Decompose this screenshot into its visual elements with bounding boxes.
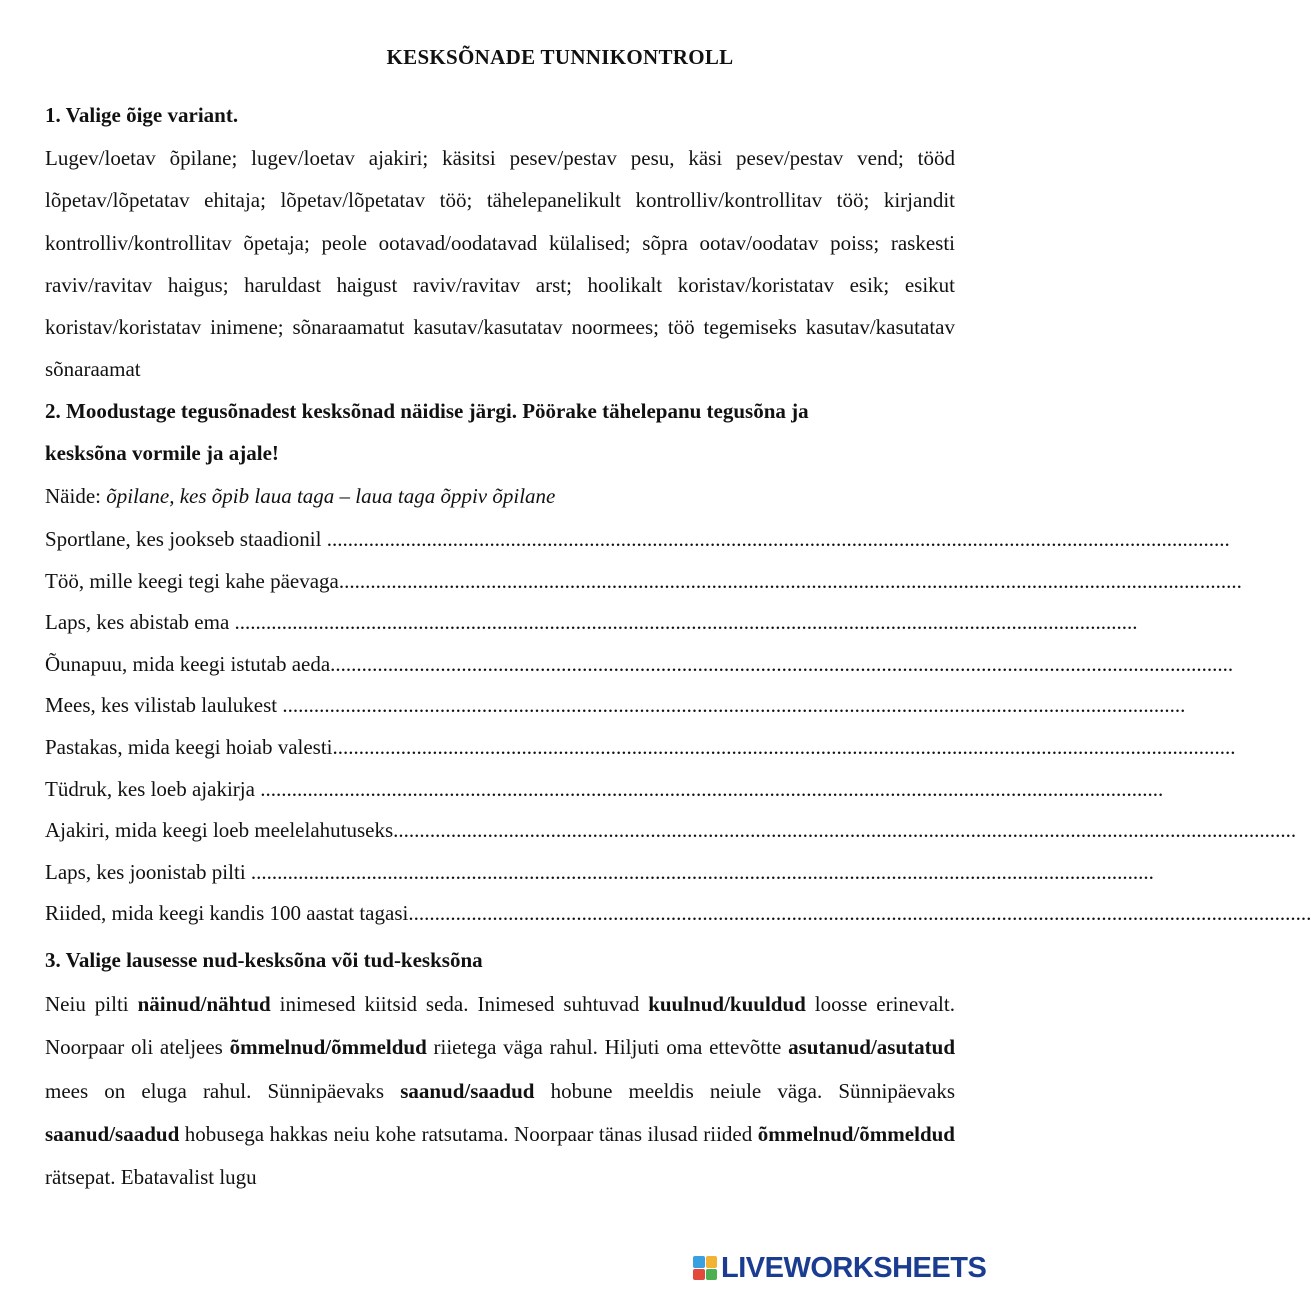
section1-heading: 1. Valige õige variant. xyxy=(45,103,239,127)
exercise-prompt: Pastakas, mida keegi hoiab valesti xyxy=(45,735,333,759)
exercise-item xyxy=(45,735,1236,765)
section2-example xyxy=(45,484,555,509)
answer-blank[interactable]: ............................................................................................................................................................................ xyxy=(408,901,1311,926)
exercise-prompt: Mees, kes vilistab laulukest xyxy=(45,693,283,718)
example-text: õpilane, kes õpib laua taga – laua taga õppiv õpilane xyxy=(106,484,556,508)
sentence-text: Neiu pilti xyxy=(45,992,138,1016)
logo-mark-square xyxy=(706,1256,718,1268)
exercise-prompt: Laps, kes abistab ema xyxy=(45,610,235,635)
exercise-item xyxy=(45,901,1311,931)
logo-mark-square xyxy=(693,1269,705,1281)
answer-blank[interactable]: ............................................................................................................................................................................ xyxy=(234,610,1138,635)
exercise-item xyxy=(45,527,1230,557)
liveworksheets-logo xyxy=(693,1251,987,1284)
exercise-prompt: Töö, mille keegi tegi kahe päevaga xyxy=(45,568,339,593)
sentence-text: hobune meeldis neiule väga. Sünnipäevaks xyxy=(534,1078,955,1103)
page-title: KESKSÕNADE TUNNIKONTROLL xyxy=(386,45,734,69)
logo-mark-square xyxy=(693,1256,705,1268)
choice-option: õmmelnud/õmmeldud xyxy=(757,1121,955,1146)
exercise-item xyxy=(45,693,1186,723)
exercise-prompt: Riided, mida keegi kandis 100 aastat tagasi xyxy=(45,901,409,926)
exercise-prompt: Sportlane, kes jookseb staadionil xyxy=(45,527,327,551)
choice-option: asutanud/asutatud xyxy=(788,1035,956,1060)
sentence-text: rätsepat. Ebatavalist lugu xyxy=(45,1165,257,1190)
exercise-item xyxy=(45,651,1234,682)
answer-blank[interactable]: ............................................................................................................................................................................ xyxy=(282,693,1186,718)
sentence-text: mees on eluga rahul. Sünnipäevaks xyxy=(45,1078,401,1103)
answer-blank[interactable]: ............................................................................................................................................................................ xyxy=(332,735,1236,759)
sentence-text: riietega väga rahul. Hiljuti oma ettevõtte xyxy=(426,1035,789,1060)
choice-option: kuulnud/kuuldud xyxy=(648,992,806,1016)
answer-blank[interactable]: ............................................................................................................................................................................ xyxy=(260,776,1164,801)
logo-mark-icon xyxy=(693,1256,717,1280)
answer-blank[interactable]: ............................................................................................................................................................................ xyxy=(326,527,1230,551)
section2-heading-line1: 2. Moodustage tegusõnadest kesksõnad näidise järgi. Pöörake tähelepanu tegusõna ja xyxy=(45,399,809,423)
logo-mark-square xyxy=(706,1269,718,1281)
section2-heading-line2: kesksõna vormile ja ajale! xyxy=(45,441,279,465)
section3-text xyxy=(45,983,955,1199)
sentence-text: loosse erinevalt. Noorpaar oli ateljees xyxy=(45,992,955,1060)
exercise-prompt: Tüdruk, kes loeb ajakirja xyxy=(45,776,261,801)
answer-blank[interactable]: ............................................................................................................................................................................ xyxy=(330,651,1234,676)
exercise-item xyxy=(45,776,1164,807)
sentence-text: hobusega hakkas neiu kohe ratsutama. Noorpaar tänas ilusad riided xyxy=(179,1121,758,1146)
exercise-item xyxy=(45,859,1154,890)
choice-option: saanud/saadud xyxy=(400,1078,535,1103)
exercise-prompt: Õunapuu, mida keegi istutab aeda xyxy=(45,651,331,676)
section1-text: Lugev/loetav õpilane; lugev/loetav ajakiri; käsitsi pesev/pestav pesu, käsi pesev/pestav vend; tööd lõpetav/lõpetatav ehitaja; lõpetav/lõpetatav töö; tähelepanelikult kontrolliv/kontrollitav töö; kirjandit kontrolliv/kontrollitav õpetaja; peole ootavad/oodatavad külalised; sõpra ootav/oodatav poiss; raskesti raviv/ravitav haigus; haruldast haigust raviv/ravitav arst; hoolikalt koristav/koristatav esik; esikut koristav/koristatav inimene; sõnaraamatut kasutav/kasutatav noormees; töö tegemiseks kasutav/kasutatav sõnaraamat xyxy=(45,146,955,382)
choice-option: õmmelnud/õmmeldud xyxy=(229,1035,427,1060)
exercise-prompt: Laps, kes joonistab pilti xyxy=(45,859,251,884)
exercise-item xyxy=(45,818,1297,848)
example-label: Näide: xyxy=(45,484,107,508)
answer-blank[interactable]: ............................................................................................................................................................................ xyxy=(250,859,1154,884)
answer-blank[interactable]: ............................................................................................................................................................................ xyxy=(338,568,1242,593)
exercise-item xyxy=(45,568,1242,599)
choice-option: näinud/nähtud xyxy=(137,992,271,1016)
sentence-text: inimesed kiitsid seda. Inimesed suhtuvad xyxy=(270,992,649,1016)
choice-option: saanud/saadud xyxy=(45,1121,180,1146)
logo-text: LIVEWORKSHEETS xyxy=(721,1251,987,1284)
exercise-item xyxy=(45,610,1138,640)
answer-blank[interactable]: ............................................................................................................................................................................ xyxy=(393,818,1297,843)
exercise-prompt: Ajakiri, mida keegi loeb meelelahutuseks xyxy=(45,818,394,843)
section3-heading: 3. Valige lausesse nud-kesksõna või tud-kesksõna xyxy=(45,948,483,972)
